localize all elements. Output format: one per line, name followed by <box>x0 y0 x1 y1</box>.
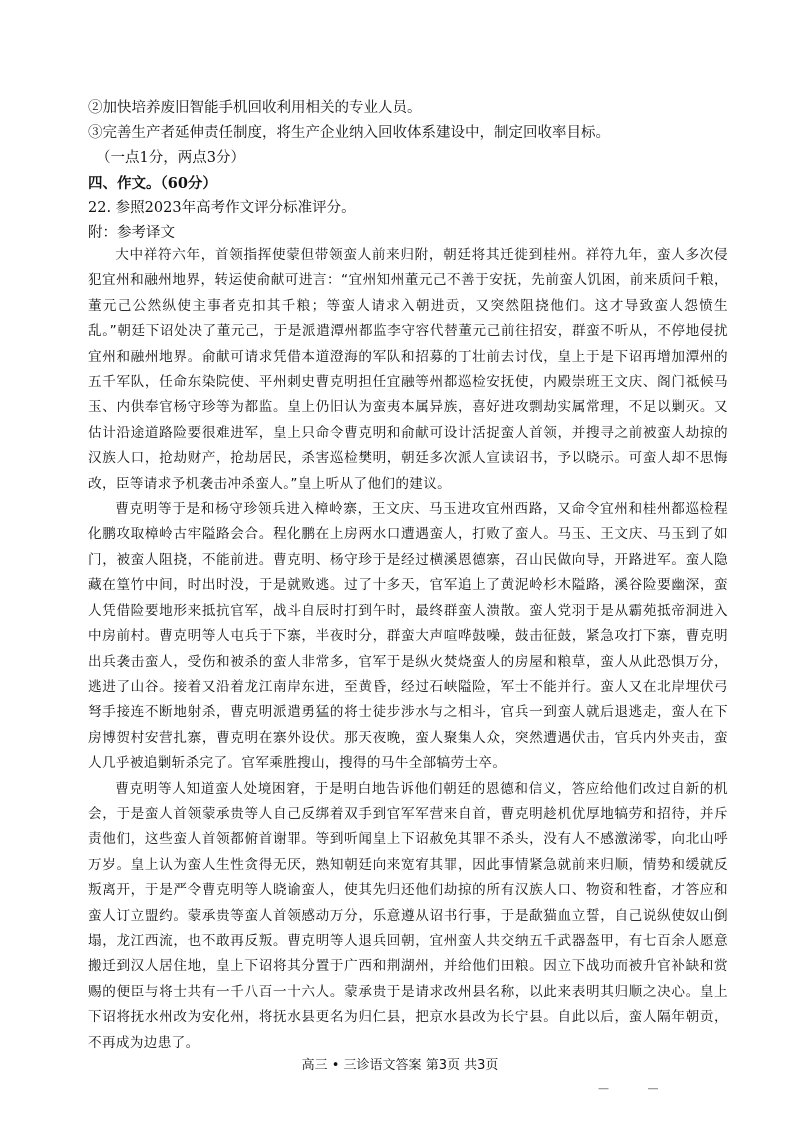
section-heading-essay: 四、作文。（60分） <box>88 175 217 192</box>
page-footer: 高三 • 三诊语文答案 第3页 共3页 <box>301 1058 499 1073</box>
scoring-note: （一点1分，两点3分） <box>96 150 245 166</box>
translation-heading: 附：参考译文 <box>88 225 175 241</box>
question-22: 22. 参照2023年高考作文评分标准评分。 <box>88 200 356 216</box>
translation-paragraph-2: 曹克明等于是和杨守珍领兵进入樟岭寨，王文庆、马玉进攻宜州西路，又命令宜州和桂州都巡检程化鹏攻取樟岭古牢隘路会合。程化鹏在上房两水口遭遇蛮人，打败了蛮人。马玉、王文庆、马玉到了如门，被蛮人阻挠，不能前进。曹克明、杨守珍于是经过横溪恩德寨，召山民做向导，开路进军。蛮人隐藏在篁竹中间，时出时没，于是就败逃。过了十多天，官军追上了黄泥岭杉木隘路，溪谷险要幽深，蛮人凭借险要地形来抵抗官军，战斗自辰时打到午时，最终群蛮人溃散。蛮人党羽于是从霸苑抵帝洞进入中房前村。曹克明等人屯兵于下寨，半夜时分，群蛮大声喧哗鼓噪，鼓击征鼓，紧急攻打下寨，曹克明出兵袭击蛮人，受伤和被杀的蛮人非常多，官军于是纵火焚烧蛮人的房屋和粮草，蛮人从此恐惧万分，逃进了山谷。接着又沿着龙江南岸东进，至黄昏，经过石峡隘险，军士不能并行。蛮人又在北岸埋伏弓弩手接连不断地射杀，曹克明派遣勇猛的将士徒步涉水与之相斗，官兵一到蛮人就后退逃走，蛮人在下房博贺村安营扎寨，曹克明在寨外设伏。那天夜晚，蛮人聚集人众，突然遭遇伏击，官兵内外夹击，蛮人几乎被追剿斩杀完了。官军乘胜搜山，搜得的马牛全部犒劳士卒。 <box>88 501 728 772</box>
translation-paragraph-3: 曹克明等人知道蛮人处境困窘，于是明白地告诉他们朝廷的恩德和信义，答应给他们改过自新的机会，于是蛮人首领蒙承贵等人自己反绑着双手到官军军营来自首，曹克明趁机优厚地犒劳和招待，并斥责他们，这些蛮人首领都俯首谢罪。等到听闻皇上下诏赦免其罪不杀头，没有人不感激涕零，向北山呼万岁。皇上认为蛮人生性贪得无厌，熟知朝廷向来宽宥其罪，因此事情紧急就前来归顺，情势和缓就反叛离开，于是严令曹克明等人晓谕蛮人，使其先归还他们劫掠的所有汉族人口、物资和牲畜，才答应和蛮人订立盟约。蒙承贵等蛮人首领感动万分，乐意遵从诏书行事，于是歃猫血立誓，自己说纵使奴山倒塌，龙江西流，也不敢再反叛。曹克明等人退兵回朝，宜州蛮人共交纳五千武器盔甲，有七百余人愿意搬迁到汉人居住地，皇上下诏将其分置于广西和荆湖州，并给他们田粮。因立下战功而被升官补缺和赏赐的便臣与将士共有一千八百一十六人。蒙承贵于是请求改州县名称，以此来表明其归顺之决心。皇上下诏将抚水州改为安化州，将抚水县更名为归仁县，把京水县改为长宁县。自此以后，蛮人隔年朝贡，不再成为边患了。 <box>88 780 728 1051</box>
answer-item-3: ③完善生产者延伸责任制度，将生产企业纳入回收体系建设中，制定回收率目标。 <box>88 125 610 141</box>
reference-translation <box>88 243 728 1056</box>
answer-section <box>88 96 748 246</box>
translation-paragraph-1: 大中祥符六年，首领指挥使蒙但带领蛮人前来归附，朝廷将其迁徙到桂州。祥符九年，蛮人多次侵犯宜州和融州地界，转运使俞献可进言：“宜州知州董元己不善于安抚，先前蛮人饥困，前来质问千粮，董元己公然纵使主事者克扣其千粮；等蛮人请求入朝进贡，又突然阻挠他们。这才导致蛮人怨愤生乱。”朝廷下诏处决了董元己，于是派遣潭州都监李守容代替董元己前往招安，群蛮不听从，不停地侵扰宜州和融州地界。俞献可请求凭借本道澄海的军队和招募的丁壮前去讨伐，皇上于是下诏再增加潭州的五千军队，任命东染院使、平州刺史曹克明担任宜融等州都巡检安抚使，内殿崇班王文庆、阁门祗候马玉、内供奉官杨守珍等为都监。皇上仍旧认为蛮夷本属异族，喜好进攻剽劫实属常理，不足以剿灭。又估计沿途道路险要很难进军，皇上只命令曹克明和俞献可设计活捉蛮人首领，并搜寻之前被蛮人劫掠的汉族人口，抢劫财产，抢劫居民，杀害巡检樊明，朝廷多次派人宣读诏书，予以晓示。可蛮人却不思悔改，臣等请求予机袭击冲杀蛮人。”皇上听从了他们的建议。 <box>88 247 728 492</box>
scan-marks: — — <box>598 1082 659 1095</box>
answer-item-2: ②加快培养废旧智能手机回收利用相关的专业人员。 <box>88 100 422 116</box>
